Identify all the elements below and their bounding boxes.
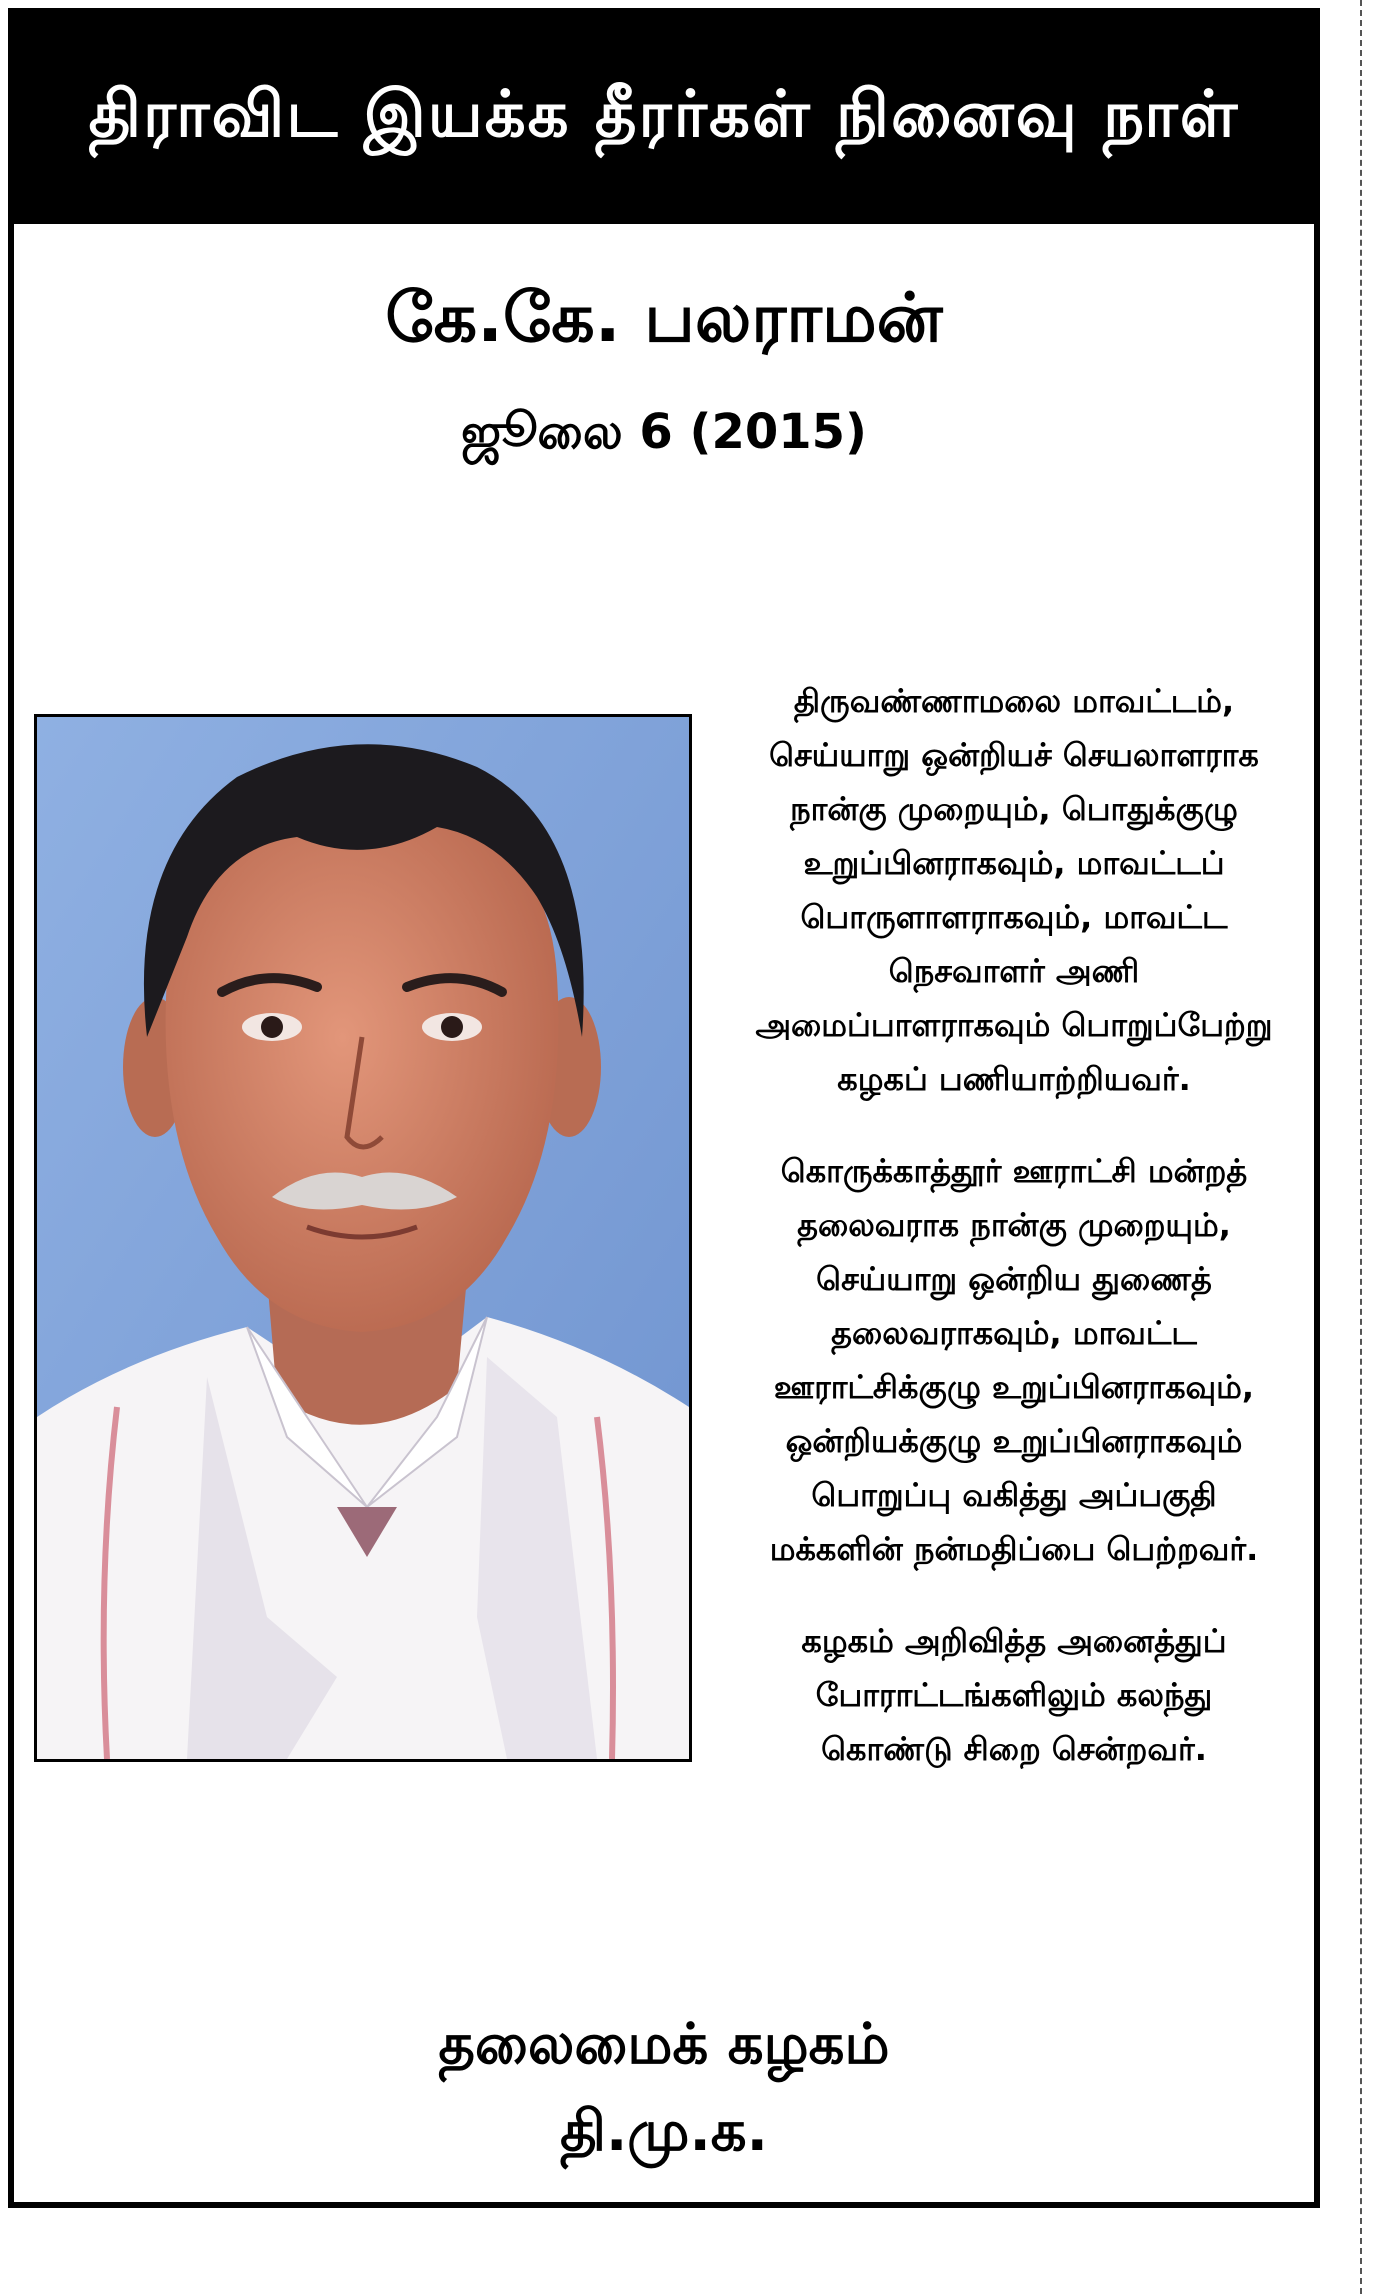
party-name: தி.மு.க. [560,2099,768,2164]
bio-line: பொருளாளராகவும், மாவட்ட [800,898,1228,936]
bio-line: ஊராட்சிக்குழு உறுப்பினராகவும், [773,1368,1255,1406]
bio-paragraph-3 [704,1614,1324,1776]
person-name: கே.கே. பலராமன் [385,279,943,358]
bio-line: கொருக்காத்தூர் ஊராட்சி மன்றத் [780,1152,1248,1190]
bio-line: தலைவராக நான்கு முறையும், [797,1206,1231,1244]
cut-line-divider [1360,0,1362,2294]
bio-line: செய்யாறு ஒன்றியச் செயலாளராக [769,736,1259,774]
issuer-name: தலைமைக் கழகம் [438,2012,890,2077]
bio-line: போராட்டங்களிலும் கலந்து [815,1676,1213,1714]
biography-text [704,674,1324,1814]
bio-line: நான்கு முறையும், பொதுக்குழு [790,790,1238,828]
bio-paragraph-1 [704,674,1324,1106]
bio-line: திருவண்ணாமலை மாவட்டம், [793,682,1235,720]
header-banner [14,14,1314,224]
bio-line: கழகப் பணியாற்றியவர். [837,1060,1191,1098]
banner-title: திராவிட இயக்க தீரர்கள் நினைவு நாள் [88,78,1240,152]
bio-line: செய்யாறு ஒன்றிய துணைத் [816,1260,1212,1298]
bio-line: ஒன்றியக்குழு உறுப்பினராகவும் [785,1422,1243,1460]
bio-paragraph-2 [704,1144,1324,1576]
bio-line: பொறுப்பு வகித்து அப்பகுதி [811,1476,1217,1514]
memorial-date: ஜூலை 6 (2015) [461,404,867,460]
bio-line: கொண்டு சிறை சென்றவர். [821,1730,1207,1768]
memorial-notice-card [8,8,1320,2208]
bio-line: மக்களின் நன்மதிப்பை பெற்றவர். [769,1530,1259,1568]
bio-line: கழகம் அறிவித்த அனைத்துப் [801,1622,1227,1660]
bio-line: தலைவராகவும், மாவட்ட [831,1314,1197,1352]
bio-line: அமைப்பாளராகவும் பொறுப்பேற்று [755,1006,1273,1044]
bio-line: உறுப்பினராகவும், மாவட்டப் [803,844,1225,882]
portrait-photo [34,714,692,1762]
bio-line: நெசவாளர் அணி [888,952,1140,990]
